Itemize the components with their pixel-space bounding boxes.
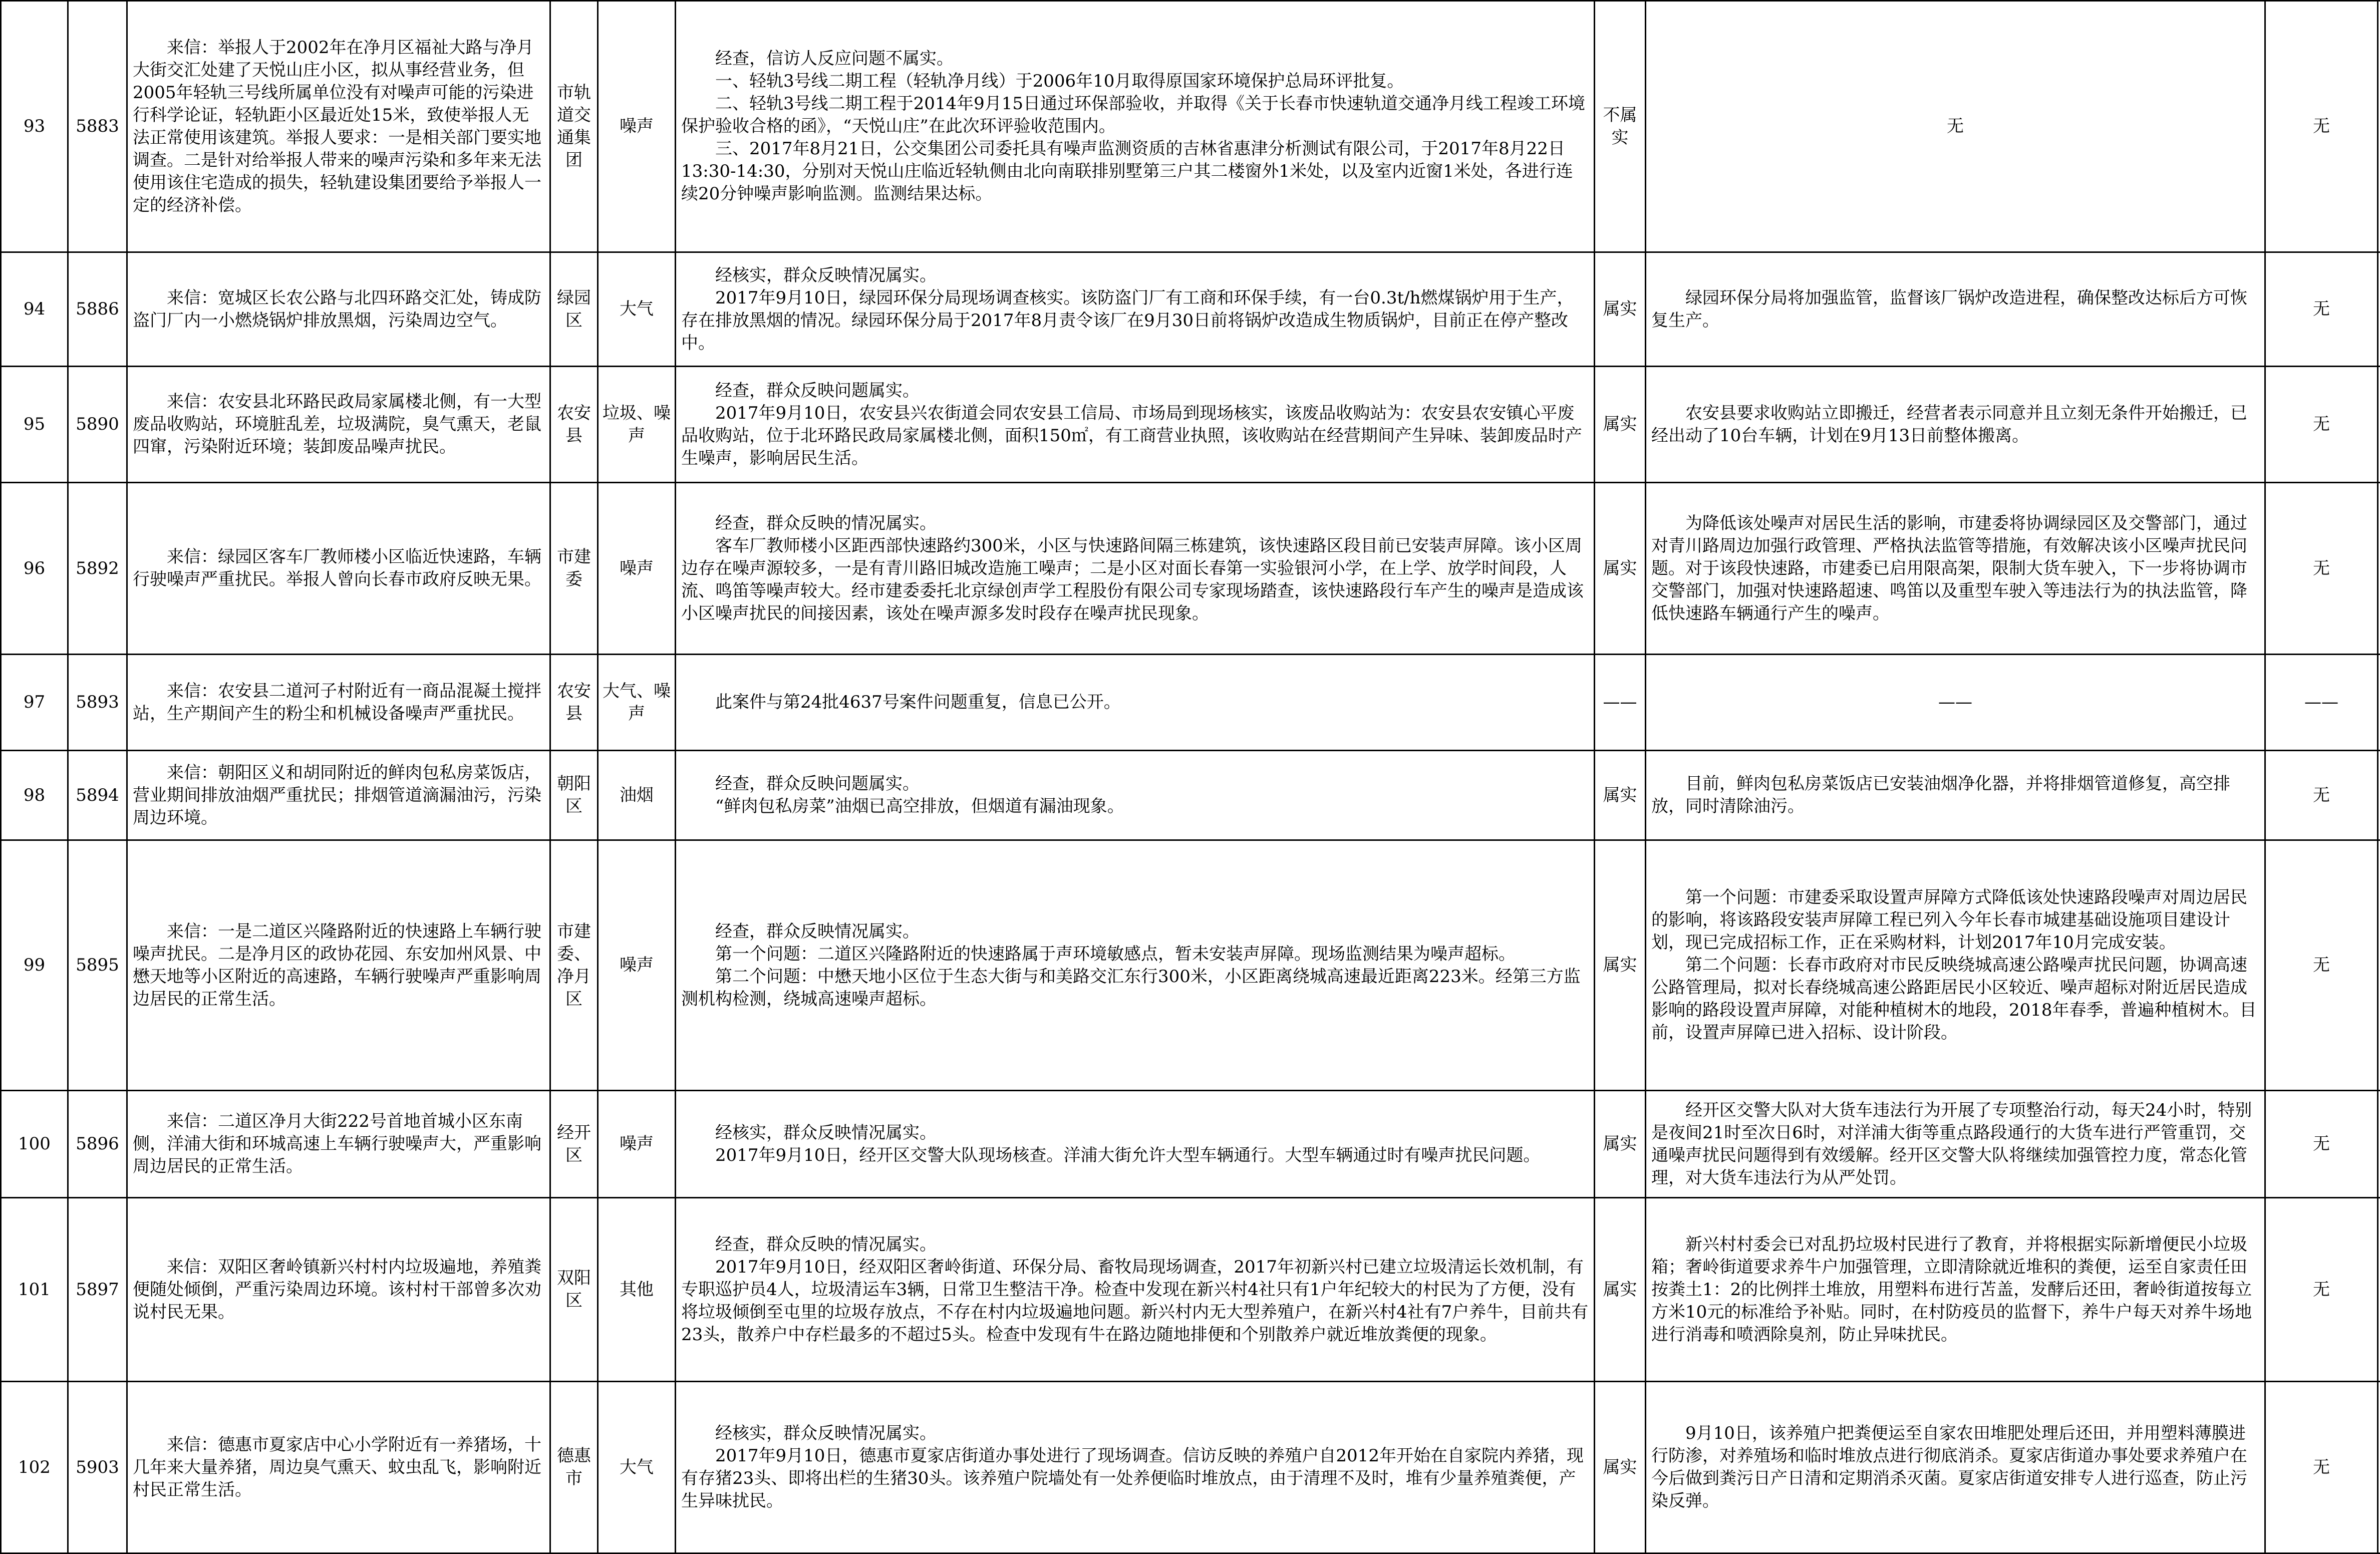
- row-complaint: [127, 1, 550, 252]
- row-findings: [676, 252, 1595, 367]
- row-findings: [676, 751, 1595, 840]
- row-complaint-text: 来信：朝阳区义和胡同附近的鲜肉包私房菜饭店，营业期间排放油烟严重扰民；排烟管道滴漏油污，污染周边环境。: [133, 762, 541, 828]
- row-findings-paragraph: 二、轻轨3号线二期工程于2014年9月15日通过环保部验收，并取得《关于长春市快速轨道交通净月线工程竣工环境保护验收合格的函》，“天悦山庄”在此次环评验收范围内。: [681, 94, 1586, 136]
- row-case-id: 5883: [68, 1, 127, 252]
- row-complaint: [127, 751, 550, 840]
- row-blank: [2378, 483, 2380, 655]
- row-accountability: ——: [2265, 655, 2378, 751]
- row-findings-paragraph: 经查，群众反映问题属实。: [715, 380, 920, 401]
- row-pollution-type: 大气、噪声: [598, 655, 676, 751]
- row-pollution-type: 大气: [598, 252, 676, 367]
- row-handling: [1646, 1198, 2265, 1382]
- row-findings-paragraph: 第二个问题：中懋天地小区位于生态大街与和美路交汇东行300米，小区距离绕城高速最近距离223米。经第三方监测机构检测，绕城高速噪声超标。: [681, 966, 1581, 1009]
- row-findings: [676, 483, 1595, 655]
- row-responsible-unit: 农安县: [550, 367, 598, 483]
- row-accountability: 无: [2265, 483, 2378, 655]
- row-case-id: 5890: [68, 367, 127, 483]
- row-complaint: [127, 252, 550, 367]
- row-pollution-type: 噪声: [598, 840, 676, 1091]
- row-blank: [2378, 840, 2380, 1091]
- row-handling-paragraph: 新兴村村委会已对乱扔垃圾村民进行了教育，并将根据实际新增便民小垃圾箱；奢岭街道要求养牛户加强管理，立即清除就近堆积的粪便，运至自家责任田按粪土1：2的比例拌土堆放，用塑料布进行苫盖，发酵后还田，奢岭街道按每立方米10元的标准给予补贴。同时，在村防疫员的监督下，养牛户每天对养牛场地进行消毒和喷洒除臭剂，防止异味扰民。: [1651, 1234, 2252, 1345]
- row-handling-paragraph: 目前，鲜肉包私房菜饭店已安装油烟净化器，并将排烟管道修复，高空排放，同时清除油污。: [1651, 774, 2230, 816]
- row-complaint-text: 来信：农安县北环路民政局家属楼北侧，有一大型废品收购站，环境脏乱差，垃圾满院，臭气熏天，老鼠四窜，污染附近环境；装卸废品噪声扰民。: [133, 392, 541, 457]
- table-row: [1, 751, 2380, 840]
- row-verdict: 属实: [1595, 840, 1646, 1091]
- row-findings: [676, 1198, 1595, 1382]
- row-seq: 98: [1, 751, 68, 840]
- row-complaint: [127, 483, 550, 655]
- row-blank: [2378, 751, 2380, 840]
- row-complaint: [127, 840, 550, 1091]
- row-findings-paragraph: 经核实，群众反映情况属实。: [715, 265, 937, 285]
- row-handling: [1646, 1382, 2265, 1553]
- row-blank: [2378, 1091, 2380, 1198]
- table-row: [1, 483, 2380, 655]
- row-accountability: 无: [2265, 751, 2378, 840]
- row-case-id: 5886: [68, 252, 127, 367]
- row-complaint-text: 来信：德惠市夏家店中心小学附近有一养猪场，十几年来大量养猪，周边臭气熏天、蚊虫乱飞，影响附近村民正常生活。: [133, 1434, 541, 1500]
- row-findings-paragraph: 经查，群众反映情况属实。: [715, 921, 920, 942]
- row-verdict: 属实: [1595, 1382, 1646, 1553]
- row-handling: [1646, 1, 2265, 252]
- row-complaint-text: 来信：绿园区客车厂教师楼小区临近快速路，车辆行驶噪声严重扰民。举报人曾向长春市政府反映无果。: [133, 547, 541, 589]
- row-findings: [676, 1, 1595, 252]
- table-row: [1, 840, 2380, 1091]
- row-complaint-text: 来信：农安县二道河子村附近有一商品混凝土搅拌站，生产期间产生的粉尘和机械设备噪声严重扰民。: [133, 681, 541, 724]
- row-accountability: 无: [2265, 840, 2378, 1091]
- row-findings-paragraph: 2017年9月10日，德惠市夏家店街道办事处进行了现场调查。信访反映的养殖户自2012年开始在自家院内养猪，现有存猪23头、即将出栏的生猪30头。该养殖户院墙处有一处养便临时堆放点，由于清理不及时，堆有少量养殖粪便，产生异味扰民。: [681, 1446, 1584, 1511]
- row-findings-paragraph: “鲜肉包私房菜”油烟已高空排放，但烟道有漏油现象。: [715, 796, 1124, 816]
- row-case-id: 5892: [68, 483, 127, 655]
- row-complaint: [127, 655, 550, 751]
- table-row: [1, 655, 2380, 751]
- row-complaint: [127, 1091, 550, 1198]
- row-verdict: 属实: [1595, 483, 1646, 655]
- row-blank: [2378, 367, 2380, 483]
- row-handling: [1646, 252, 2265, 367]
- row-case-id: 5894: [68, 751, 127, 840]
- row-pollution-type: 垃圾、噪声: [598, 367, 676, 483]
- row-findings-paragraph: 经查，群众反映的情况属实。: [715, 1234, 937, 1255]
- row-findings-paragraph: 2017年9月10日，经双阳区奢岭街道、环保分局、畜牧局现场调查，2017年初新兴村已建立垃圾清运长效机制，有专职巡护员4人，垃圾清运车3辆，日常卫生整洁干净。检查中发现在新兴村4社只有1户年纪较大的村民为了方便，没有将垃圾倾倒至屯里的垃圾存放点，不存在村内垃圾遍地问题。新兴村内无大型养殖户，在新兴村4社有7户养牛，目前共有23头，散养户中存栏最多的不超过5头。检查中发现有牛在路边随地排便和个别散养户就近堆放粪便的现象。: [681, 1257, 1589, 1345]
- row-handling-paragraph: 第二个问题：长春市政府对市民反映绕城高速公路噪声扰民问题，协调高速公路管理局，拟对长春绕城高速公路距居民小区较近、噪声超标对附近居民造成影响的路段设置声屏障，对能种植树木的地段，2018年春季，普遍种植树木。目前，设置声屏障已进入招标、设计阶段。: [1651, 955, 2257, 1043]
- row-accountability: 无: [2265, 367, 2378, 483]
- row-findings-paragraph: 第一个问题：二道区兴隆路附近的快速路属于声环境敏感点，暂未安装声屏障。现场监测结果为噪声超标。: [715, 944, 1516, 964]
- row-findings-paragraph: 2017年9月10日，经开区交警大队现场核查。洋浦大街允许大型车辆通行。大型车辆通过时有噪声扰民问题。: [715, 1145, 1541, 1165]
- row-findings-paragraph: 2017年9月10日，绿园环保分局现场调查核实。该防盗门厂有工商和环保手续，有一台0.3t/h燃煤锅炉用于生产，存在排放黑烟的情况。绿园环保分局于2017年8月责令该厂在9月30日前将锅炉改造成生物质锅炉，目前正在停产整改中。: [681, 287, 1574, 353]
- row-seq: 94: [1, 252, 68, 367]
- row-seq: 97: [1, 655, 68, 751]
- table-row: [1, 252, 2380, 367]
- row-handling-paragraph: 为降低该处噪声对居民生活的影响，市建委将协调绿园区及交警部门，通过对青川路周边加强行政管理、严格执法监管等措施，有效解决该小区噪声扰民问题。对于该段快速路，市建委已启用限高架，限制大货车驶入，下一步将协调市交警部门，加强对快速路超速、鸣笛以及重型车驶入等违法行为的执法监管，降低快速路车辆通行产生的噪声。: [1651, 513, 2247, 624]
- row-accountability: 无: [2265, 1, 2378, 252]
- row-responsible-unit: 农安县: [550, 655, 598, 751]
- row-blank: [2378, 1, 2380, 252]
- table-row: [1, 1382, 2380, 1553]
- row-complaint: [127, 367, 550, 483]
- row-complaint-text: 来信：双阳区奢岭镇新兴村村内垃圾遍地，养殖粪便随处倾倒，严重污染周边环境。该村村干部曾多次劝说村民无果。: [133, 1257, 541, 1322]
- row-case-id: 5896: [68, 1091, 127, 1198]
- row-pollution-type: 大气: [598, 1382, 676, 1553]
- row-findings: [676, 840, 1595, 1091]
- row-findings-paragraph: 2017年9月10日，农安县兴农街道会同农安县工信局、市场局到现场核实，该废品收购站为：农安县农安镇心平废品收购站，位于北环路民政局家属楼北侧，面积150㎡，有工商营业执照，该收购站在经营期间产生异味、装卸废品时产生噪声，影响居民生活。: [681, 403, 1582, 468]
- row-verdict: 属实: [1595, 1091, 1646, 1198]
- row-pollution-type: 其他: [598, 1198, 676, 1382]
- row-case-id: 5897: [68, 1198, 127, 1382]
- row-findings-paragraph: 客车厂教师楼小区距西部快速路约300米，小区与快速路间隔三栋建筑，该快速路区段目前已安装声屏障。该小区周边存在噪声源较多，一是有青川路旧城改造施工噪声；二是小区对面长春第一实验银河小学，在上学、放学时间段，人流、鸣笛等噪声较大。经市建委委托北京绿创声学工程股份有限公司专家现场踏查，该快速路段行车产生的噪声是造成该小区噪声扰民的间接因素，该处在噪声源多发时段存在噪声扰民现象。: [681, 535, 1584, 624]
- table-row: [1, 1091, 2380, 1198]
- row-complaint: [127, 1382, 550, 1553]
- row-accountability: 无: [2265, 252, 2378, 367]
- row-findings: [676, 1091, 1595, 1198]
- row-responsible-unit: 市建委: [550, 483, 598, 655]
- row-handling: [1646, 840, 2265, 1091]
- row-handling: [1646, 367, 2265, 483]
- table-body: [1, 1, 2380, 1553]
- row-handling-paragraph: 第一个问题：市建委采取设置声屏障方式降低该处快速路段噪声对周边居民的影响，将该路段安装声屏障工程已列入今年长春市城建基础设施项目建设计划，现已完成招标工作，正在采购材料，计划2017年10月完成安装。: [1651, 887, 2247, 953]
- row-complaint: [127, 1198, 550, 1382]
- row-pollution-type: 噪声: [598, 1, 676, 252]
- row-blank: [2378, 655, 2380, 751]
- row-findings: [676, 367, 1595, 483]
- row-responsible-unit: 绿园区: [550, 252, 598, 367]
- row-complaint-text: 来信：举报人于2002年在净月区福祉大路与净月大街交汇处建了天悦山庄小区，拟从事经营业务，但2005年轻轨三号线所属单位没有对噪声可能的污染进行科学论证，轻轨距小区最近处15米，致使举报人无法正常使用该建筑。举报人要求：一是相关部门要实地调查。二是针对给举报人带来的噪声污染和多年来无法使用该住宅造成的损失，轻轨建设集团要给予举报人一定的经济补偿。: [133, 37, 541, 215]
- row-pollution-type: 油烟: [598, 751, 676, 840]
- row-seq: 95: [1, 367, 68, 483]
- row-seq: 100: [1, 1091, 68, 1198]
- row-verdict: 属实: [1595, 1198, 1646, 1382]
- row-responsible-unit: 经开区: [550, 1091, 598, 1198]
- row-handling: [1646, 751, 2265, 840]
- row-handling: [1646, 655, 2265, 751]
- row-seq: 99: [1, 840, 68, 1091]
- row-seq: 101: [1, 1198, 68, 1382]
- row-blank: [2378, 1382, 2380, 1553]
- row-handling-paragraph: 农安县要求收购站立即搬迁，经营者表示同意并且立刻无条件开始搬迁，已经出动了10台车辆，计划在9月13日前整体搬离。: [1651, 403, 2247, 446]
- row-handling-paragraph: 绿园环保分局将加强监管，监督该厂锅炉改造进程，确保整改达标后方可恢复生产。: [1651, 287, 2247, 331]
- table-row: [1, 1, 2380, 252]
- row-findings: [676, 655, 1595, 751]
- row-responsible-unit: 朝阳区: [550, 751, 598, 840]
- table-row: [1, 1198, 2380, 1382]
- table-row: [1, 367, 2380, 483]
- row-seq: 102: [1, 1382, 68, 1553]
- row-findings-paragraph: 经查，信访人反应问题不属实。: [715, 49, 954, 69]
- row-findings-paragraph: 经查，群众反映的情况属实。: [715, 513, 937, 533]
- row-findings-paragraph: 此案件与第24批4637号案件问题重复，信息已公开。: [715, 692, 1121, 712]
- row-handling: [1646, 1091, 2265, 1198]
- row-accountability: 无: [2265, 1198, 2378, 1382]
- row-complaint-text: 来信：一是二道区兴隆路附近的快速路上车辆行驶噪声扰民。二是净月区的政协花园、东安加州风景、中懋天地等小区附近的高速路，车辆行驶噪声严重影响周边居民的正常生活。: [133, 921, 541, 1009]
- row-complaint-text: 来信：二道区净月大街222号首地首城小区东南侧，洋浦大街和环城高速上车辆行驶噪声大，严重影响周边居民的正常生活。: [133, 1111, 541, 1176]
- row-pollution-type: 噪声: [598, 1091, 676, 1198]
- row-responsible-unit: 双阳区: [550, 1198, 598, 1382]
- row-verdict: 属实: [1595, 751, 1646, 840]
- row-handling: [1646, 483, 2265, 655]
- row-pollution-type: 噪声: [598, 483, 676, 655]
- row-handling-paragraph: 无: [1947, 116, 1964, 136]
- row-verdict: 属实: [1595, 367, 1646, 483]
- row-verdict: 不属实: [1595, 1, 1646, 252]
- row-accountability: 无: [2265, 1382, 2378, 1553]
- row-verdict: 属实: [1595, 252, 1646, 367]
- row-responsible-unit: 德惠市: [550, 1382, 598, 1553]
- row-handling-paragraph: 9月10日，该养殖户把粪便运至自家农田堆肥处理后还田，并用塑料薄膜进行防渗，对养殖场和临时堆放点进行彻底消杀。夏家店街道办事处要求养殖户在今后做到粪污日产日清和定期消杀灭菌。夏家店街道安排专人进行巡查，防止污染反弹。: [1651, 1423, 2247, 1511]
- row-findings-paragraph: 一、轻轨3号线二期工程（轻轨净月线）于2006年10月取得原国家环境保护总局环评批复。: [715, 71, 1404, 91]
- row-findings-paragraph: 经核实，群众反映情况属实。: [715, 1122, 937, 1143]
- row-blank: [2378, 252, 2380, 367]
- row-responsible-unit: 市轨道交通集团: [550, 1, 598, 252]
- row-seq: 96: [1, 483, 68, 655]
- row-responsible-unit: 市建委、净月区: [550, 840, 598, 1091]
- row-findings-paragraph: 经核实，群众反映情况属实。: [715, 1423, 937, 1443]
- row-case-id: 5893: [68, 655, 127, 751]
- row-verdict: ——: [1595, 655, 1646, 751]
- row-findings: [676, 1382, 1595, 1553]
- row-findings-paragraph: 经查，群众反映问题属实。: [715, 774, 920, 794]
- row-handling-paragraph: 经开区交警大队对大货车违法行为开展了专项整治行动，每天24小时，特别是夜间21时至次日6时，对洋浦大街等重点路段通行的大货车进行严管重罚，交通噪声扰民问题得到有效缓解。经开区交警大队将继续加强管控力度，常态化管理，对大货车违法行为从严处罚。: [1651, 1100, 2252, 1188]
- row-findings-paragraph: 三、2017年8月21日，公交集团公司委托具有噪声监测资质的吉林省惠津分析测试有限公司，于2017年8月22日13:30-14:30，分别对天悦山庄临近轻轨侧由北向南联排别墅第三户其二楼窗外1米处，以及室内近窗1米处，各进行连续20分钟噪声影响监测。监测结果达标。: [681, 139, 1573, 204]
- row-seq: 93: [1, 1, 68, 252]
- row-case-id: 5903: [68, 1382, 127, 1553]
- row-handling-paragraph: ——: [1938, 692, 1972, 712]
- row-case-id: 5895: [68, 840, 127, 1091]
- row-blank: [2378, 1198, 2380, 1382]
- row-complaint-text: 来信：宽城区长农公路与北四环路交汇处，铸成防盗门厂内一小燃烧锅炉排放黑烟，污染周边空气。: [133, 287, 541, 331]
- row-accountability: 无: [2265, 1091, 2378, 1198]
